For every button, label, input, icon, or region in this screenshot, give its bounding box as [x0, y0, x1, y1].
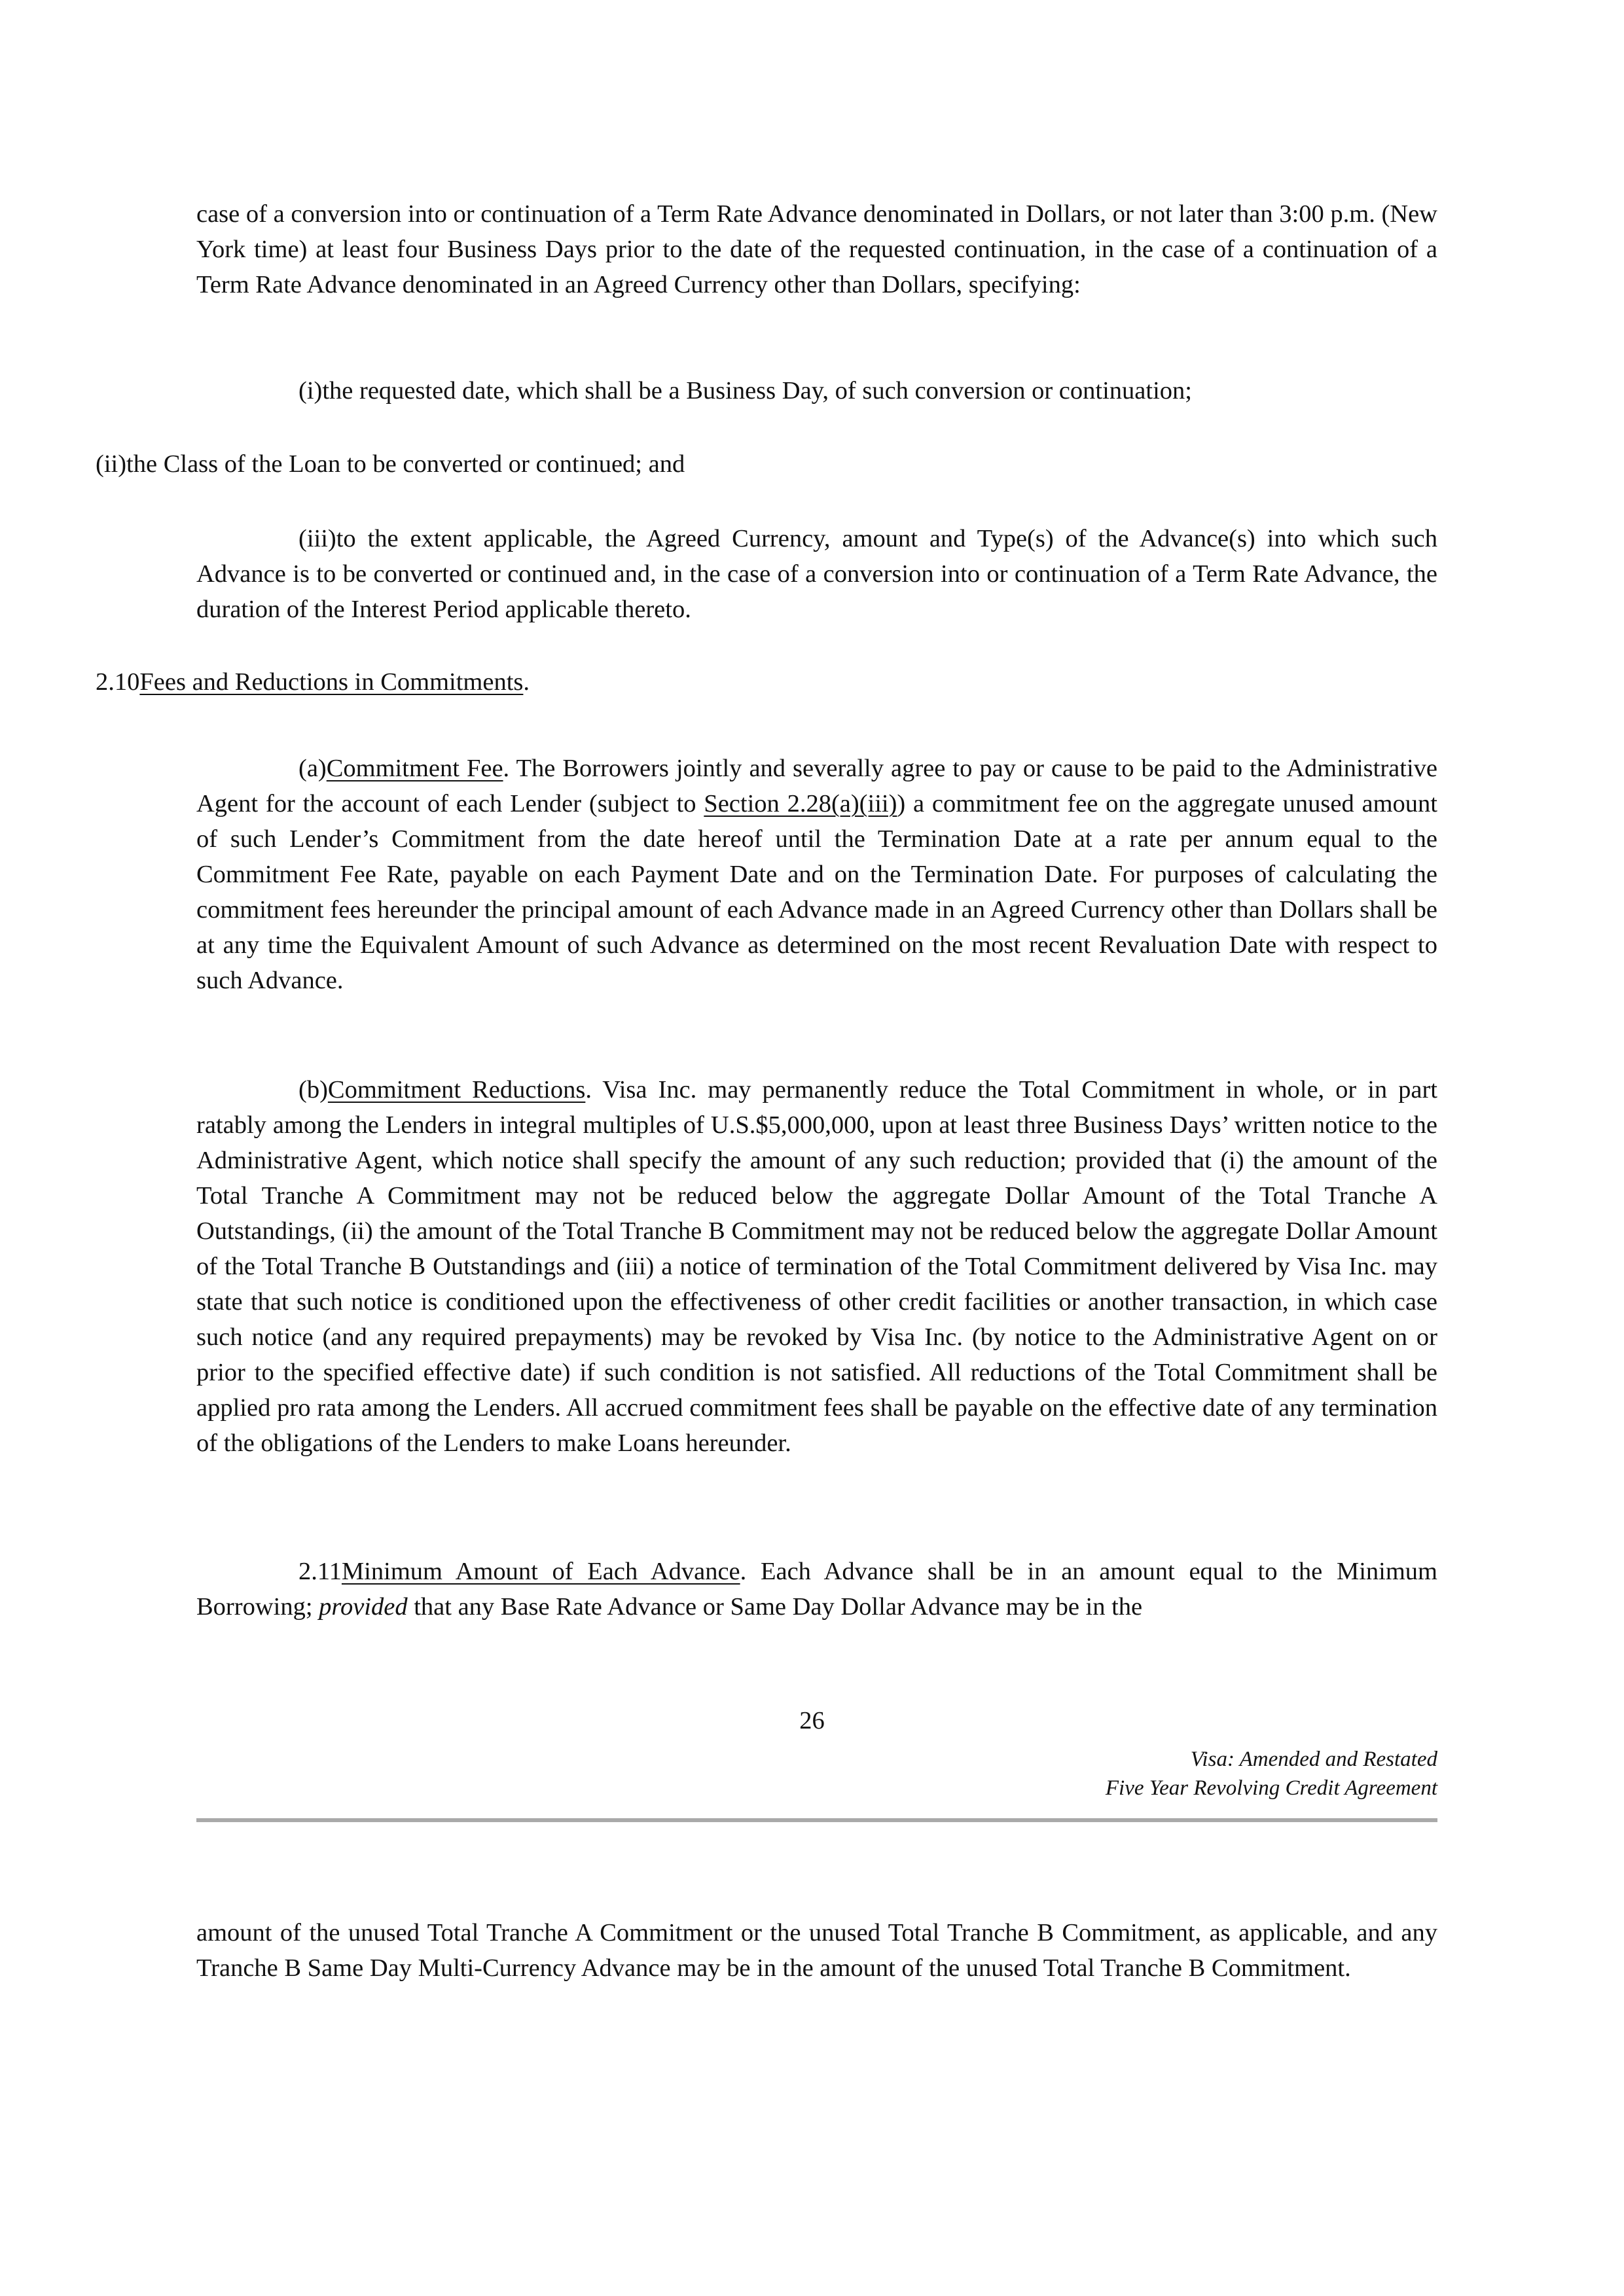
paragraph-text: . Each Advance shall be in an amount equal to the Minimum Borrowing;: [196, 1558, 1437, 1621]
footer-line-1: Visa: Amended and Restated: [1190, 1748, 1437, 1771]
section-heading-2-10: [96, 664, 530, 700]
subsection-label: (b): [298, 1076, 328, 1103]
paragraph-commitment-reductions: [196, 1072, 1437, 1461]
section-heading: Minimum Amount of Each Advance: [341, 1558, 740, 1585]
paragraph-commitment-fee: [196, 751, 1437, 998]
list-item-ii: (ii)the Class of the Loan to be converted or continued; and: [96, 450, 685, 478]
section-number: 2.10: [96, 668, 140, 696]
subsection-heading: Commitment Fee: [326, 755, 503, 782]
section-title: Fees and Reductions in Commitments: [139, 668, 524, 696]
page-number: 26: [799, 1707, 825, 1734]
list-item-iii: (iii)to the extent applicable, the Agreed Currency, amount and Type(s) of the Advance(s) into which such Advance is to be converted or continued and, in the case of a conversion into or continuation of a Term Rate Advance, the duration of the Interest Period applicable thereto.: [196, 525, 1437, 623]
paragraph-text: . The Borrowers jointly and severally agree to pay or cause to be paid to the Administrative Agent for the account of each Lender (subject to: [196, 755, 1437, 817]
subsection-heading: Commitment Reductions: [327, 1076, 586, 1103]
paragraph-minimum-amount: [196, 1554, 1437, 1624]
cross-reference: Section 2.28(a)(iii): [704, 790, 897, 817]
paragraph-text: ) a commitment fee on the aggregate unused amount of such Lender’s Commitment from the date hereof until the Termination Date at a rate per annum equal to the Commitment Fee Rate, payable on each Payment Date and on the Termination Date. For purposes of calculating the commitment fees hereunder the principal amount of each Advance made in an Agreed Currency other than Dollars shall be at any time the Equivalent Amount of such Advance as determined on the most recent Revaluation Date with respect to such Advance.: [196, 790, 1437, 994]
section-title-end: .: [523, 668, 530, 696]
footer-line-2: Five Year Revolving Credit Agreement: [1105, 1776, 1437, 1800]
subsection-label: (a): [298, 755, 327, 782]
paragraph-text: that any Base Rate Advance or Same Day Dollar Advance may be in the: [407, 1593, 1143, 1621]
italic-term: provided: [319, 1593, 408, 1621]
page-divider: [196, 1818, 1437, 1822]
paragraph-intro: case of a conversion into or continuation of a Term Rate Advance denominated in Dollars, or not later than 3:00 p.m. (New York time) at least four Business Days prior to the date of the requested continuation, in the case of a continuation of a Term Rate Advance denominated in an Agreed Currency other than Dollars, specifying:: [196, 200, 1437, 298]
section-number: 2.11: [298, 1558, 342, 1585]
paragraph-continuation: amount of the unused Total Tranche A Commitment or the unused Total Tranche B Commitment, as applicable, and any Tranche B Same Day Multi-Currency Advance may be in the amount of the unused Total Tranche B Commitment.: [196, 1919, 1437, 1982]
paragraph-text: . Visa Inc. may permanently reduce the Total Commitment in whole, or in part ratably among the Lenders in integral multiples of U.S.$5,000,000, upon at least three Business Days’ written notice to the Administrative Agent, which notice shall specify the amount of any such reduction; provided that (i) the amount of the Total Tranche A Commitment may not be reduced below the aggregate Dollar Amount of the Total Tranche A Outstandings, (ii) the amount of the Total Tranche B Commitment may not be reduced below the aggregate Dollar Amount of the Total Tranche B Outstandings and (iii) a notice of termination of the Total Commitment delivered by Visa Inc. may state that such notice is conditioned upon the effectiveness of other credit facilities or another transaction, in which case such notice (and any required prepayments) may be revoked by Visa Inc. (by notice to the Administrative Agent on or prior to the specified effective date) if such condition is not satisfied. All reductions of the Total Commitment shall be applied pro rata among the Lenders. All accrued commitment fees shall be payable on the effective date of any termination of the obligations of the Lenders to make Loans hereunder.: [196, 1076, 1437, 1457]
list-item-i: (i)the requested date, which shall be a Business Day, of such conversion or continuation;: [298, 377, 1192, 404]
